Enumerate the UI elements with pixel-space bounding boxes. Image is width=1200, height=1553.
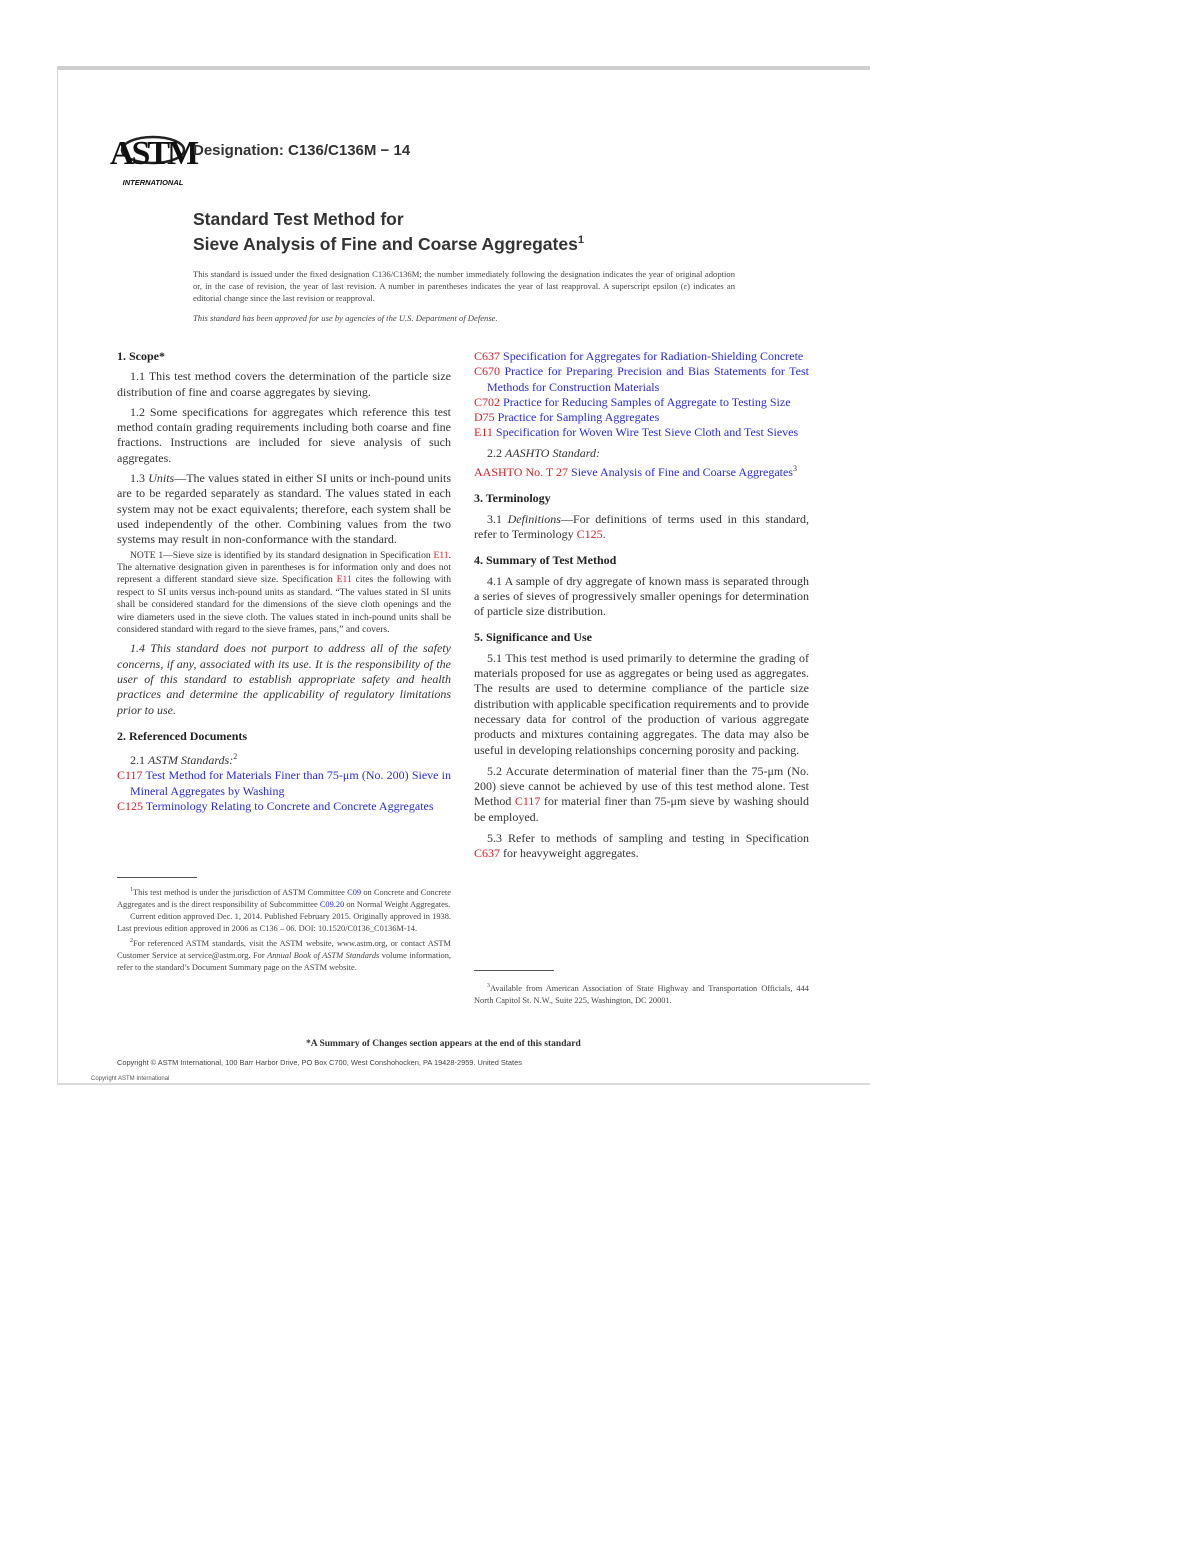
footnote-ref: 3	[792, 464, 797, 474]
footnote-num: 2	[130, 937, 133, 944]
svg-text:ASTM: ASTM	[109, 135, 197, 172]
defense-note: This standard has been approved for use by agencies of the U.S. Department of Defense.	[193, 313, 498, 323]
para-1-2: 1.2 Some specifications for aggregates which reference this test method contain grading requirements including both coarse and fine fractions. Instructions are included for sieve analysis of such aggregates.	[117, 404, 451, 465]
astm-logo	[109, 126, 197, 188]
page-top-border	[57, 66, 870, 70]
reference-title[interactable]: Specification for Aggregates for Radiation-Shielding Concrete	[500, 349, 804, 363]
summary-heading: 4. Summary of Test Method	[474, 553, 617, 568]
reference-item[interactable]	[117, 768, 451, 799]
summary-of-changes-note: *A Summary of Changes section appears at the end of this standard	[306, 1039, 581, 1049]
reference-code[interactable]: D75	[474, 410, 495, 425]
para-text: for material finer than 75-μm sieve by washing should be employed.	[474, 794, 809, 824]
footnote-italic: Annual Book of ASTM Standards	[267, 950, 380, 960]
footnote-text: volume information, refer to the standard’s Document Summary page on the ASTM website.	[117, 950, 451, 972]
footnote-rule	[474, 970, 554, 971]
link-e11[interactable]: E11	[336, 574, 352, 586]
left-column	[117, 349, 451, 814]
para-text: —For definitions of terms used in this standard, refer to Terminology	[474, 511, 809, 541]
para-4-1: 4.1 A sample of dry aggregate of known mass is separated through a series of sieves of progressively smaller openings for determination of particle size distribution.	[474, 573, 809, 619]
reference-code[interactable]: C702	[474, 394, 501, 409]
reference-item-aashto[interactable]	[474, 461, 809, 480]
reference-title[interactable]: Practice for Preparing Precision and Bias Statements for Test Methods for Construction Materials	[487, 364, 809, 394]
reference-title[interactable]: Sieve Analysis of Fine and Coarse Aggregates	[568, 465, 793, 480]
para-1-4: 1.4 This standard does not purport to address all of the safety concerns, if any, associated with its use. It is the responsibility of the user of this standard to establish appropriate safety and health practices and determine the applicability of regulatory limitations prior to use.	[117, 641, 451, 717]
link-c117[interactable]: C117	[514, 794, 541, 809]
reference-item[interactable]	[474, 425, 809, 440]
reference-code[interactable]: C637	[474, 349, 501, 363]
link-c125[interactable]: C125	[576, 526, 603, 541]
note-text: . The alternative designation given in parentheses is for information only and does not represent a different standard sieve size. Specification	[117, 549, 451, 586]
footnote-3	[474, 980, 809, 1007]
reference-code[interactable]: AASHTO No. T 27	[474, 465, 569, 480]
footnote-num: 1	[130, 887, 133, 893]
footnote-ref: 2	[233, 752, 238, 762]
footnote-text: on Normal Weight Aggregates.	[344, 899, 451, 909]
copyright-small: Copyright ASTM International	[91, 1076, 170, 1082]
para-text: —The values stated in either SI units or inch-pound units are to be regarded separately as standard. The values stated in each system may not be exact equivalents; therefore, each system shall be used independently of the other. Combining values from the two systems may result in non-conformance with the standard.	[117, 471, 451, 547]
page-left-border	[57, 66, 58, 1084]
para-2-1	[117, 749, 451, 768]
para-text: for heavyweight aggregates.	[500, 846, 639, 861]
preamble: This standard is issued under the fixed designation C136/C136M; the number immediately following the designation indicates the year of original adoption or, in the case of revision, the year of last revision. A number in parentheses indicates the year of last reapproval. A superscript epsilon (ε) indicates an editorial change since the last revision or reapproval.	[193, 269, 735, 304]
link-e11[interactable]: E11	[433, 549, 449, 561]
designation: Designation: C136/C136M − 14	[193, 142, 411, 159]
para-text: 5.2 Accurate determination of material finer than the 75-μm (No. 200) sieve cannot be achieved by use of this test method alone. Test Method	[474, 763, 809, 809]
para-num: 1.3	[130, 471, 149, 486]
footnote-2	[117, 935, 451, 974]
reference-title[interactable]: Terminology Relating to Concrete and Concrete Aggregates	[143, 799, 434, 814]
para-5-3	[474, 831, 809, 862]
footnote-text: Available from American Association of State Highway and Transportation Officials, 444 North Capitol St. N.W., Suite 225, Washington, DC 20001.	[474, 983, 809, 1005]
link-c09-20[interactable]: C09.20	[319, 899, 345, 909]
para-num: 3.1	[487, 511, 508, 526]
footnote-1-edition: Current edition approved Dec. 1, 2014. Published February 2015. Originally approved in 1938. Last previous edition approved in 2006 as C136 – 06. DOI: 10.1520/C0136_C0136M-14.	[117, 911, 451, 933]
reference-item[interactable]	[474, 349, 809, 364]
para-2-2	[474, 446, 809, 461]
title-footnote-ref: 1	[577, 234, 584, 246]
link-c637[interactable]: C637	[474, 846, 501, 861]
reference-title[interactable]: Practice for Sampling Aggregates	[494, 410, 660, 425]
para-3-1: 3.1 Definitions—For definitions of terms used in this standard, refer to Terminology C125.	[474, 511, 809, 541]
reference-item[interactable]	[117, 799, 451, 814]
footnote-text: This test method is under the jurisdiction of ASTM Committee	[133, 887, 348, 897]
para-5-2	[474, 764, 809, 825]
para-label: ASTM Standards:	[148, 753, 234, 768]
note-1	[117, 550, 451, 637]
para-label: Definitions	[507, 511, 561, 526]
footnote-text: For referenced ASTM standards, visit the ASTM website, www.astm.org, or contact ASTM Customer Service at service@astm.org. For	[117, 938, 451, 960]
para-label: AASHTO Standard:	[505, 445, 601, 460]
svg-text:INTERNATIONAL: INTERNATIONAL	[122, 178, 184, 187]
para-num: 2.1	[130, 753, 148, 768]
page-bottom-border	[57, 1083, 870, 1085]
para-label: Units	[148, 471, 175, 486]
terminology-heading: 3. Terminology	[474, 491, 551, 506]
footnote-num: 3	[487, 983, 490, 989]
right-column	[474, 349, 809, 862]
right-footnotes	[474, 980, 809, 1007]
document-title	[193, 209, 584, 255]
reference-title[interactable]: Practice for Reducing Samples of Aggregate to Testing Size	[500, 394, 791, 409]
title-line-1: Standard Test Method for	[193, 209, 404, 229]
para-text: 5.3 Refer to methods of sampling and testing in Specification	[487, 831, 809, 846]
title-text: Sieve Analysis of Fine and Coarse Aggregates	[193, 233, 578, 254]
reference-code[interactable]: C670	[474, 364, 501, 379]
para-5-1: 5.1 This test method is used primarily to determine the grading of materials proposed for use as aggregates or being used as aggregates. The results are used to determine compliance of the particle size distribution with applicable specification requirements and to provide necessary data for control of the production of various aggregate products and mixtures containing aggregates. The data may also be useful in developing relationships concerning porosity and packing.	[474, 650, 809, 757]
scope-heading: 1. Scope*	[117, 349, 165, 363]
significance-heading: 5. Significance and Use	[474, 630, 593, 645]
referenced-documents-heading: 2. Referenced Documents	[117, 728, 248, 743]
title-line-2	[193, 230, 584, 255]
para-1-1: 1.1 This test method covers the determination of the particle size distribution of fine and coarse aggregates by sieving.	[117, 369, 451, 399]
footnote-1	[117, 884, 451, 911]
reference-item[interactable]	[474, 395, 809, 410]
reference-code[interactable]: E11	[474, 425, 493, 440]
reference-title[interactable]: Test Method for Materials Finer than 75-μm (No. 200) Sieve in Mineral Aggregates by Washing	[130, 768, 451, 798]
copyright: Copyright © ASTM International, 100 Barr Harbor Drive, PO Box C700, West Conshohocken, PA 19428-2959. United States	[117, 1058, 522, 1067]
reference-item[interactable]	[474, 364, 809, 395]
link-c09[interactable]: C09	[347, 887, 362, 897]
footnote-rule	[117, 877, 197, 878]
para-num: 2.2	[487, 445, 505, 460]
note-text: cites the following with respect to SI units versus inch-pound units as standard. “The values stated in SI units shall be considered standard for the dimensions of the sieve cloth openings and the wire diameters used in the sieve cloth. The values stated in inch-pound units shall be considered standard with regard to the sieve frames, pans,” and covers.	[117, 574, 451, 635]
reference-item[interactable]	[474, 410, 809, 425]
footnote-text: on Concrete and Concrete Aggregates and is the direct responsibility of Subcommittee	[117, 887, 451, 909]
note-text: NOTE 1—Sieve size is identified by its standard designation in Specification	[130, 549, 434, 561]
reference-code[interactable]: C117	[117, 768, 143, 783]
reference-title[interactable]: Specification for Woven Wire Test Sieve Cloth and Test Sieves	[492, 425, 799, 440]
para-1-3	[117, 471, 451, 547]
reference-code[interactable]: C125	[117, 799, 144, 814]
left-footnotes	[117, 884, 451, 974]
